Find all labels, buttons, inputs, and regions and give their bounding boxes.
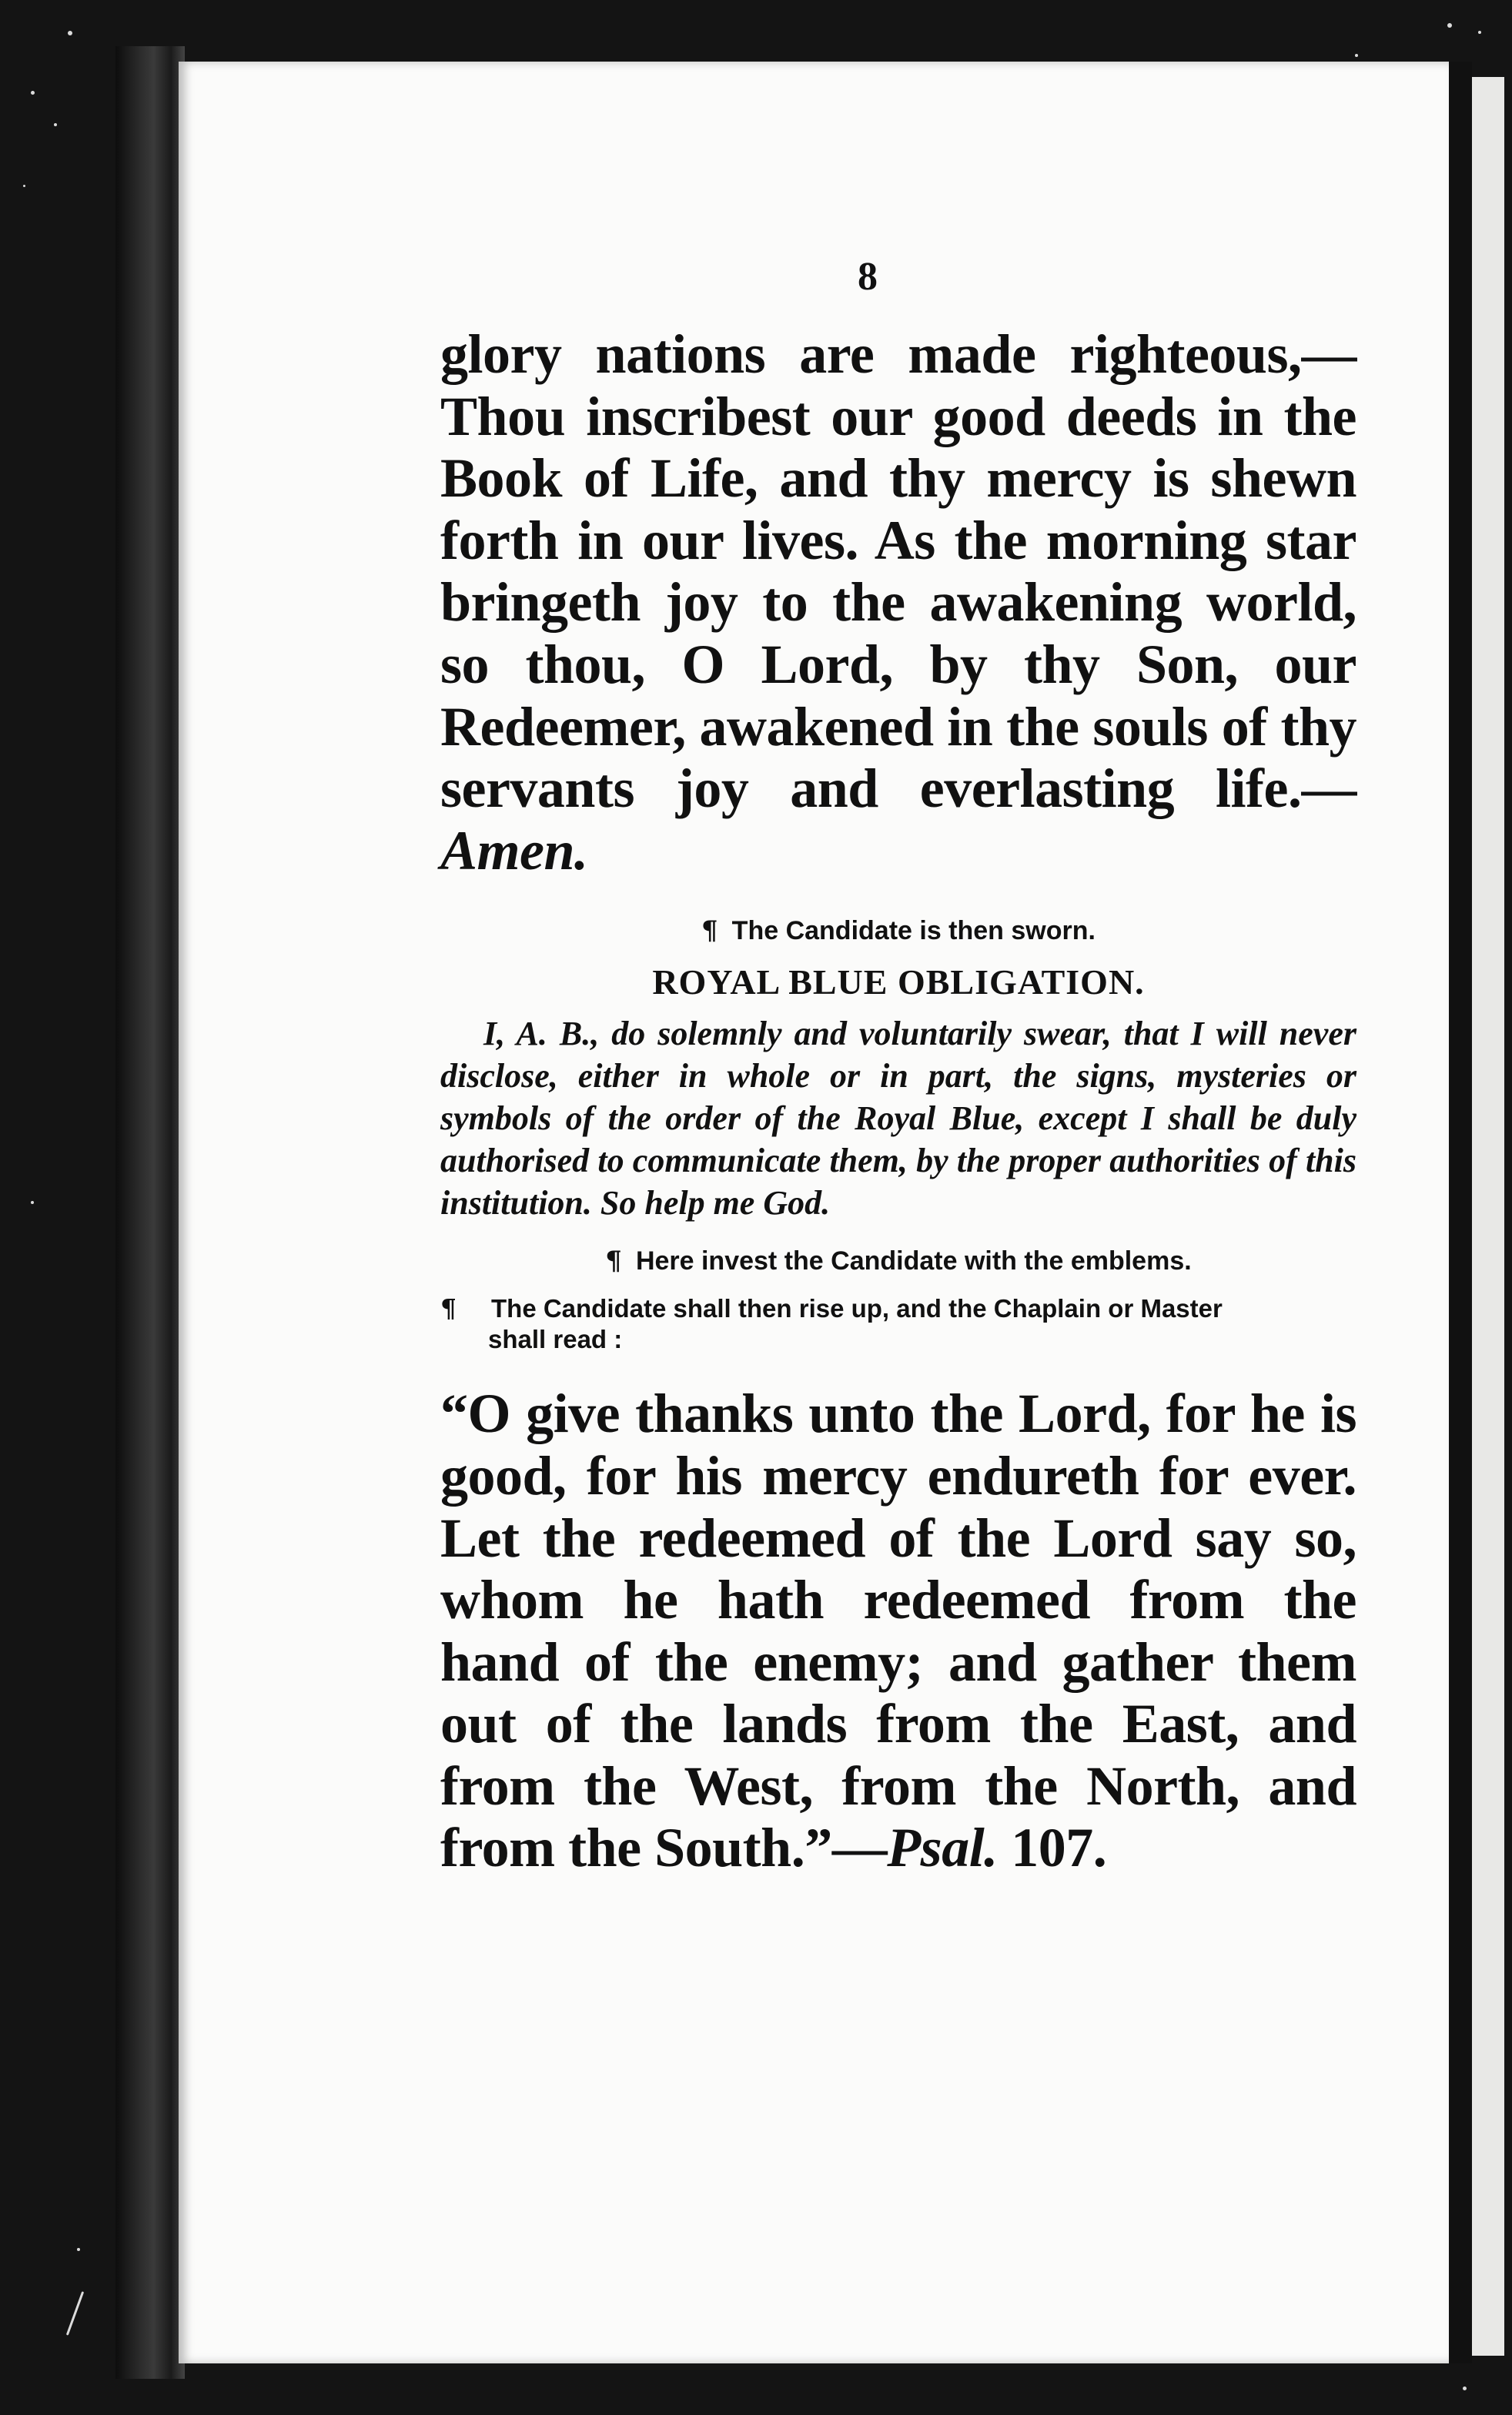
film-speck <box>68 31 72 35</box>
film-speck <box>66 2291 84 2335</box>
rubric-sworn <box>440 915 1356 946</box>
page-body <box>440 323 1356 1879</box>
facing-page-edge <box>1472 77 1504 2356</box>
film-speck <box>23 185 25 187</box>
film-speck <box>1355 54 1358 57</box>
section-heading: ROYAL BLUE OBLIGATION. <box>652 962 1145 1002</box>
pilcrow-icon: ¶ <box>440 1293 457 1324</box>
psalm-text: “O give thanks unto the Lord, for he is good, for his mercy endureth for ever. Let the redeemed of the Lord say so, whom he hath redeemed from the hand of the enemy; and gather them out of the lands from the East, and from the West, from the North, and from the South.”— <box>440 1383 1356 1879</box>
pilcrow-icon: ¶ <box>701 915 718 947</box>
rubric-rise <box>440 1293 1356 1324</box>
film-speck <box>1463 2387 1467 2390</box>
film-speck <box>54 123 57 126</box>
obligation-paragraph: I, A. B., do solemnly and voluntarily swear, that I will never disclose, either in whole or in part, the signs, mysteries or symbols of the order of the Royal Blue, except I shall be duly authorised to communicate them, by the proper authorities of this institution. So help me God. <box>440 1015 1356 1222</box>
film-speck <box>31 91 35 95</box>
psalm-reference: Psal. <box>887 1817 998 1879</box>
film-speck <box>1478 31 1481 34</box>
film-speck <box>77 2248 80 2251</box>
film-speck <box>31 1201 34 1204</box>
prayer-paragraph <box>440 323 1356 881</box>
rubric-rise-line1: The Candidate shall then rise up, and the Chaplain or Master <box>491 1294 1223 1323</box>
rubric-invest-text: Here invest the Candidate with the emblems. <box>635 1246 1192 1276</box>
binding-edge <box>115 46 185 2379</box>
psalm-paragraph <box>440 1383 1356 1879</box>
pilcrow-icon: ¶ <box>605 1246 622 1277</box>
page-gutter <box>1449 62 1472 2363</box>
rubric-sworn-text: The Candidate is then sworn. <box>731 916 1096 946</box>
page-number: 8 <box>858 255 878 299</box>
film-speck <box>1447 23 1452 28</box>
rubric-rise-line2: shall read : <box>488 1325 623 1354</box>
prayer-text: glory nations are made righteous,— Thou inscribest our good deeds in the Book of Life, and thy mercy is shewn forth in our lives. As the morning star bringeth joy to the awakening world, so thou, O Lord, by thy Son, our Redeemer, awakened in the souls of thy servants joy and everlasting life.— <box>440 323 1356 820</box>
rubric-invest <box>440 1246 1356 1276</box>
psalm-number: 107. <box>1011 1817 1107 1879</box>
amen-word: Amen. <box>440 819 588 881</box>
